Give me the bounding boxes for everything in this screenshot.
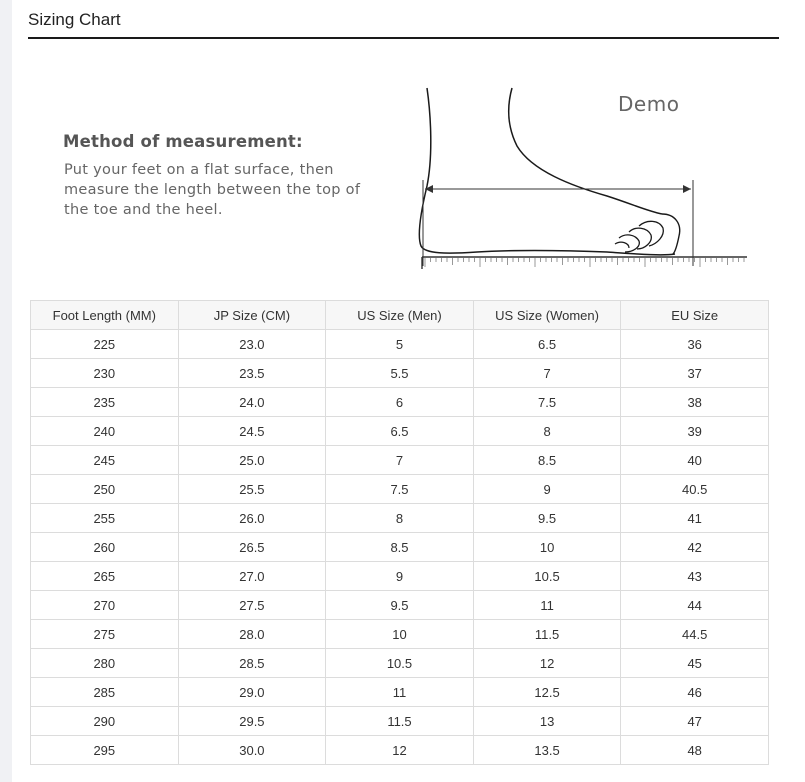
table-header-row bbox=[31, 301, 769, 330]
table-cell: 11 bbox=[326, 678, 474, 707]
table-cell: 12.5 bbox=[473, 678, 621, 707]
column-header: EU Size bbox=[621, 301, 769, 330]
table-cell: 48 bbox=[621, 736, 769, 765]
sizing-chart-panel bbox=[12, 0, 805, 782]
table-cell: 250 bbox=[31, 475, 179, 504]
table-row bbox=[31, 359, 769, 388]
toe-3 bbox=[629, 228, 651, 249]
table-cell: 9 bbox=[473, 475, 621, 504]
table-cell: 10 bbox=[473, 533, 621, 562]
table-cell: 38 bbox=[621, 388, 769, 417]
table-cell: 245 bbox=[31, 446, 179, 475]
column-header: US Size (Women) bbox=[473, 301, 621, 330]
table-row bbox=[31, 736, 769, 765]
page-title: Sizing Chart bbox=[28, 10, 121, 29]
table-cell: 25.5 bbox=[178, 475, 326, 504]
title-divider bbox=[28, 37, 779, 39]
table-cell: 255 bbox=[31, 504, 179, 533]
table-cell: 45 bbox=[621, 649, 769, 678]
table-cell: 37 bbox=[621, 359, 769, 388]
table-row bbox=[31, 649, 769, 678]
table-cell: 29.5 bbox=[178, 707, 326, 736]
table-cell: 7 bbox=[326, 446, 474, 475]
table-row bbox=[31, 504, 769, 533]
table-cell: 43 bbox=[621, 562, 769, 591]
table-cell: 275 bbox=[31, 620, 179, 649]
table-row bbox=[31, 446, 769, 475]
table-cell: 12 bbox=[326, 736, 474, 765]
table-cell: 28.5 bbox=[178, 649, 326, 678]
table-cell: 9 bbox=[326, 562, 474, 591]
table-cell: 9.5 bbox=[326, 591, 474, 620]
table-row bbox=[31, 330, 769, 359]
table-cell: 11 bbox=[473, 591, 621, 620]
table-cell: 44 bbox=[621, 591, 769, 620]
table-cell: 8.5 bbox=[473, 446, 621, 475]
table-cell: 28.0 bbox=[178, 620, 326, 649]
table-cell: 30.0 bbox=[178, 736, 326, 765]
table-body bbox=[31, 330, 769, 765]
table-cell: 8.5 bbox=[326, 533, 474, 562]
table-cell: 290 bbox=[31, 707, 179, 736]
method-description: Put your feet on a flat surface, then measure the length between the top of the toe and the heel. bbox=[64, 162, 361, 218]
table-cell: 40 bbox=[621, 446, 769, 475]
column-header: US Size (Men) bbox=[326, 301, 474, 330]
table-row bbox=[31, 533, 769, 562]
table-cell: 29.0 bbox=[178, 678, 326, 707]
table-cell: 46 bbox=[621, 678, 769, 707]
table-cell: 40.5 bbox=[621, 475, 769, 504]
table-row bbox=[31, 475, 769, 504]
arrow-right bbox=[683, 185, 691, 193]
table-cell: 11.5 bbox=[473, 620, 621, 649]
column-header: JP Size (CM) bbox=[178, 301, 326, 330]
table-cell: 10.5 bbox=[326, 649, 474, 678]
toe-2 bbox=[639, 221, 663, 246]
table-row bbox=[31, 678, 769, 707]
foot-outline-front bbox=[509, 88, 662, 214]
table-cell: 7 bbox=[473, 359, 621, 388]
table-cell: 285 bbox=[31, 678, 179, 707]
table-cell: 5 bbox=[326, 330, 474, 359]
table-cell: 9.5 bbox=[473, 504, 621, 533]
table-cell: 8 bbox=[473, 417, 621, 446]
table-cell: 6.5 bbox=[473, 330, 621, 359]
table-cell: 8 bbox=[326, 504, 474, 533]
table-cell: 12 bbox=[473, 649, 621, 678]
table-cell: 11.5 bbox=[326, 707, 474, 736]
toe-4 bbox=[619, 235, 639, 252]
table-cell: 265 bbox=[31, 562, 179, 591]
table-cell: 24.5 bbox=[178, 417, 326, 446]
table-cell: 26.0 bbox=[178, 504, 326, 533]
table-cell: 6.5 bbox=[326, 417, 474, 446]
method-heading: Method of measurement: bbox=[63, 132, 303, 151]
table-row bbox=[31, 562, 769, 591]
table-cell: 23.0 bbox=[178, 330, 326, 359]
table-cell: 42 bbox=[621, 533, 769, 562]
foot-measurement-illustration bbox=[407, 86, 747, 272]
big-toe bbox=[662, 214, 680, 254]
table-row bbox=[31, 417, 769, 446]
table-cell: 41 bbox=[621, 504, 769, 533]
table-cell: 25.0 bbox=[178, 446, 326, 475]
table-cell: 27.5 bbox=[178, 591, 326, 620]
table-cell: 13.5 bbox=[473, 736, 621, 765]
size-table bbox=[30, 300, 769, 765]
table-cell: 260 bbox=[31, 533, 179, 562]
table-cell: 7.5 bbox=[326, 475, 474, 504]
table-cell: 7.5 bbox=[473, 388, 621, 417]
table-cell: 280 bbox=[31, 649, 179, 678]
table-cell: 270 bbox=[31, 591, 179, 620]
table-cell: 295 bbox=[31, 736, 179, 765]
table-cell: 240 bbox=[31, 417, 179, 446]
table-cell: 36 bbox=[621, 330, 769, 359]
toe-5 bbox=[615, 242, 629, 248]
table-cell: 24.0 bbox=[178, 388, 326, 417]
table-row bbox=[31, 620, 769, 649]
table-cell: 5.5 bbox=[326, 359, 474, 388]
table-cell: 10 bbox=[326, 620, 474, 649]
demo-label: Demo bbox=[618, 92, 680, 116]
ruler-ticks bbox=[425, 258, 747, 267]
table-cell: 225 bbox=[31, 330, 179, 359]
column-header: Foot Length (MM) bbox=[31, 301, 179, 330]
table-cell: 47 bbox=[621, 707, 769, 736]
table-row bbox=[31, 707, 769, 736]
table-cell: 235 bbox=[31, 388, 179, 417]
table-cell: 230 bbox=[31, 359, 179, 388]
table-cell: 23.5 bbox=[178, 359, 326, 388]
table-cell: 44.5 bbox=[621, 620, 769, 649]
foot-outline-back bbox=[419, 88, 675, 255]
table-cell: 39 bbox=[621, 417, 769, 446]
table-cell: 13 bbox=[473, 707, 621, 736]
table-row bbox=[31, 591, 769, 620]
table-cell: 26.5 bbox=[178, 533, 326, 562]
table-cell: 10.5 bbox=[473, 562, 621, 591]
table-cell: 27.0 bbox=[178, 562, 326, 591]
table-row bbox=[31, 388, 769, 417]
table-cell: 6 bbox=[326, 388, 474, 417]
